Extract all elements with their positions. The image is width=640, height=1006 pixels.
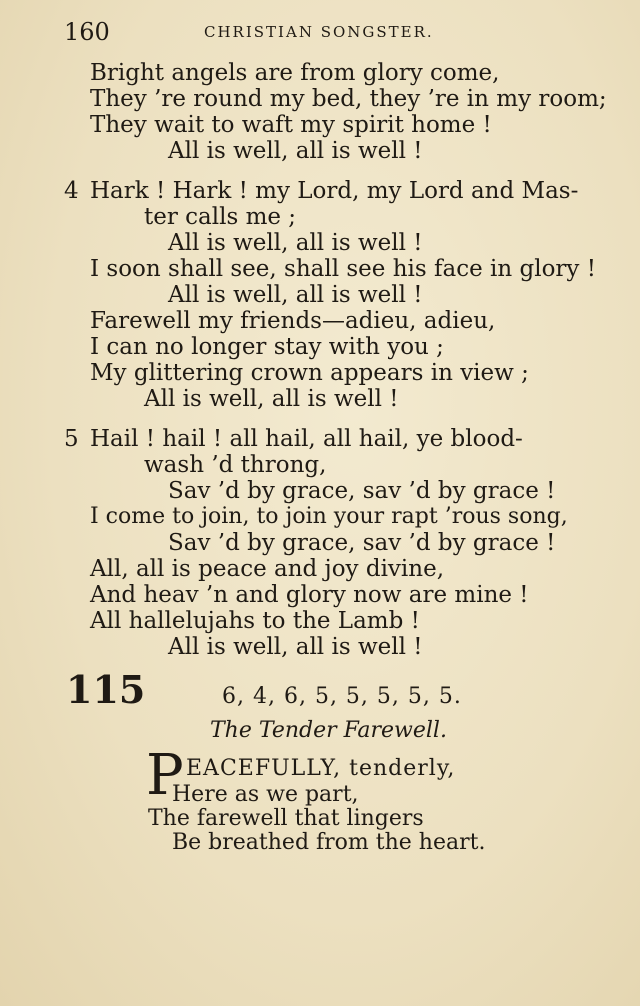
- running-title: CHRISTIAN SONGSTER.: [204, 23, 434, 41]
- refrain-line: All is well, all is well !: [168, 634, 423, 660]
- refrain-line: Sav ’d by grace, sav ’d by grace !: [168, 478, 556, 504]
- refrain-line: Sav ’d by grace, sav ’d by grace !: [168, 530, 556, 556]
- verse-line: And heav ’n and glory now are mine !: [90, 582, 529, 608]
- verse-line: My glittering crown appears in view ;: [90, 360, 529, 386]
- verse-line: All, all is peace and joy divine,: [90, 556, 445, 582]
- verse-line: They wait to waft my spirit home !: [90, 112, 492, 138]
- verse-line: I come to join, to join your rapt ’rous song,: [90, 504, 568, 529]
- hymn-line: Be breathed from the heart.: [172, 830, 486, 855]
- refrain-line: All is well, all is well !: [168, 282, 423, 308]
- verse-number: 4: [64, 178, 79, 204]
- verse-line: Farewell my friends—adieu, adieu,: [90, 308, 496, 334]
- hymn-meter: 6, 4, 6, 5, 5, 5, 5, 5.: [222, 684, 462, 709]
- hymn-title: The Tender Farewell.: [210, 718, 447, 743]
- drop-cap: P: [146, 743, 184, 808]
- verse-line: I can no longer stay with you ;: [90, 334, 444, 360]
- refrain-line: All is well, all is well !: [168, 230, 423, 256]
- hymn-line: Here as we part,: [172, 782, 359, 807]
- verse-line: Hark ! Hark ! my Lord, my Lord and Mas-: [90, 178, 579, 204]
- verse-line: They ’re round my bed, they ’re in my room;: [90, 86, 607, 112]
- verse-number: 5: [64, 426, 79, 452]
- hymn-number: 115: [66, 667, 146, 712]
- verse-line: Bright angels are from glory come,: [90, 60, 500, 86]
- verse-line: All hallelujahs to the Lamb !: [90, 608, 420, 634]
- refrain-line: All is well, all is well !: [144, 386, 399, 412]
- page-number: 160: [64, 18, 110, 46]
- verse-line: wash ’d throng,: [144, 452, 327, 478]
- hymn-line: The farewell that lingers: [148, 806, 424, 831]
- refrain-line: All is well, all is well !: [168, 138, 423, 164]
- page-header: [0, 18, 640, 48]
- verse-line: Hail ! hail ! all hail, all hail, ye blood-: [90, 426, 523, 452]
- verse-line: ter calls me ;: [144, 204, 297, 230]
- first-line: EACEFULLY, tenderly,: [186, 756, 456, 781]
- verse-line: I soon shall see, shall see his face in glory !: [90, 256, 596, 282]
